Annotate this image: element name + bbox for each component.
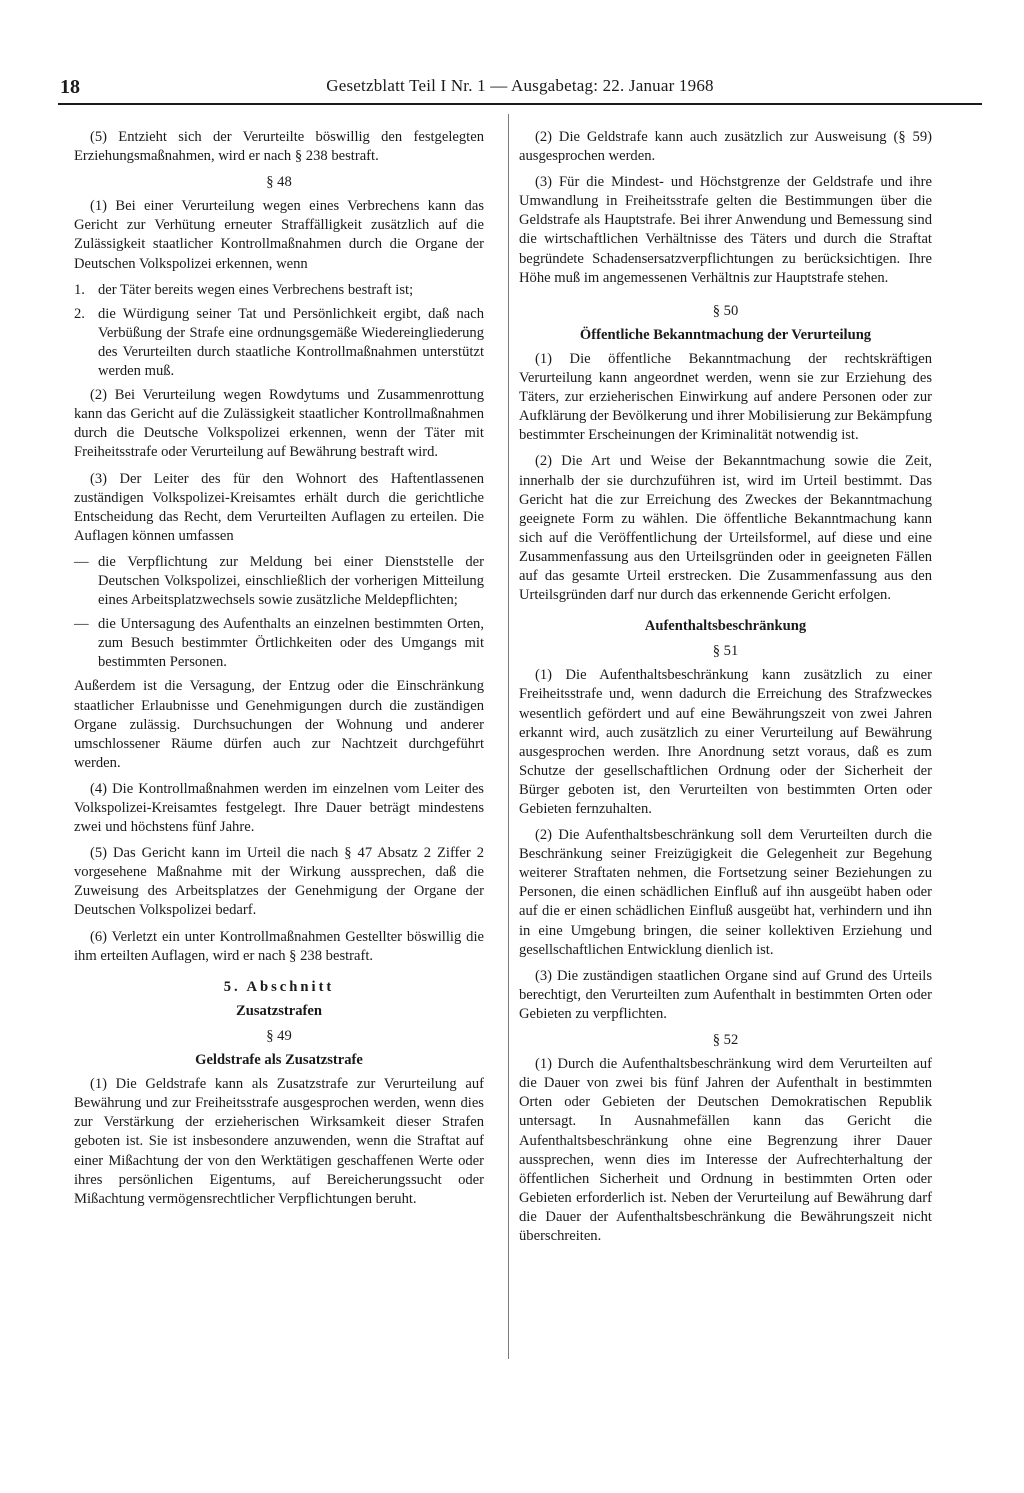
- paragraph: (2) Die Art und Weise der Bekanntmachung sowie die Zeit, innerhalb der sie durchzuführen ist, wird im Urteil bestimmt. Das Gericht hat die zur Erreichung des Zweckes der Bekanntmachung geeignete Form zu wählen. Die öffentliche Bekanntmachung kann sich auf die Veröffentlichung der Urteilsformel, auf diese und eine Zusammenfassung aus den Urteilsgründen oder in geeigneten Fällen auf das gesamte Urteil erstrecken. Die Zusammenfassung aus den Urteilsgründen darf nur durch das erkennende Gericht erfolgen.: [519, 453, 932, 604]
- list-marker: 1.: [74, 281, 85, 298]
- dash-marker: —: [74, 616, 89, 633]
- paragraph: (1) Durch die Aufenthaltsbeschränkung wird dem Verurteilten auf die Dauer von zwei bis fünf Jahren der Aufenthalt in bestimmten Orten oder Gebieten der Deutschen Demokratischen Republik untersagt. In Ausnahmefällen kann das Gericht die Aufenthaltsbeschränkung ohne eine Begrenzung ihrer Dauer aussprechen, wenn dies im Interesse der Aufrechterhaltung der öffentlichen Sicherheit und Ordnung in bestimmten Orten oder Gebieten erforderlich ist. Neben der Verurteilung auf Bewährung darf die Dauer der Aufenthaltsbeschränkung die Bewährungszeit nicht überschreiten.: [519, 1056, 932, 1244]
- list-text: der Täter bereits wegen eines Verbrechens bestraft ist;: [98, 281, 414, 298]
- paragraph: (3) Der Leiter des für den Wohnort des Haftentlassenen zuständigen Volkspolizei-Kreisamtes erhält durch die gerichtliche Entscheidung das Recht, dem Verurteilten Auflagen zu erteilen. Die Auflagen können umfassen: [74, 470, 484, 544]
- paragraph: (3) Für die Mindest- und Höchstgrenze der Geldstrafe und ihre Umwandlung in Freiheitsstrafe gelten die Bestimmungen über die Geldstrafe als Hauptstrafe. Bei ihrer Anwendung und Bemessung sind die wirtschaftlichen Verhältnisse des Täters und durch die Straftat begründete Schadensersatzverpflichtungen zu berücksichtigen. Ihre Höhe muß im angemessenen Verhältnis zur Hauptstrafe stehen.: [519, 174, 932, 286]
- chapter-title: Zusatzstrafen: [236, 1002, 322, 1019]
- list-item: [74, 305, 484, 381]
- chapter-heading: 5. Abschnitt: [223, 978, 335, 995]
- page-header: [60, 76, 980, 104]
- column-divider: [508, 114, 509, 1359]
- paragraph: (2) Die Geldstrafe kann auch zusätzlich zur Ausweisung (§ 59) ausgesprochen werden.: [519, 129, 932, 165]
- paragraph: Außerdem ist die Versagung, der Entzug oder die Einschränkung staatlicher Erlaubnisse und Genehmigungen durch die zuständigen Organe zulässig. Durchsuchungen der Wohnung und anderer umschlossener Räume dürfen auch zur Nachtzeit durchgeführt werden.: [74, 678, 484, 771]
- paragraph: (5) Entzieht sich der Verurteilte böswillig den festgelegten Erziehungsmaßnahmen, wird er nach § 238 bestraft.: [74, 129, 484, 165]
- paragraph: (6) Verletzt ein unter Kontrollmaßnahmen Gestellter böswillig die ihm erteilten Auflagen, wird er nach § 238 bestraft.: [74, 928, 484, 964]
- section-number: § 50: [712, 302, 739, 319]
- section-title: Geldstrafe als Zusatzstrafe: [195, 1052, 363, 1069]
- dash-item: [74, 553, 484, 610]
- section-title: Aufenthaltsbeschränkung: [644, 618, 807, 635]
- right-column: [519, 128, 932, 1253]
- page-number: 18: [60, 76, 80, 98]
- paragraph: (1) Bei einer Verurteilung wegen eines Verbrechens kann das Gericht zur Verhütung erneuter Straffälligkeit zusätzlich auf die Zulässigkeit staatlicher Kontrollmaßnahmen durch die Organe der Deutschen Volkspolizei erkennen, wenn: [74, 198, 484, 272]
- dash-marker: —: [74, 553, 89, 570]
- section-number: § 48: [266, 174, 292, 191]
- section-title: Öffentliche Bekanntmachung der Verurteilung: [579, 326, 872, 343]
- dash-text: die Verpflichtung zur Meldung bei einer Dienststelle der Deutschen Volkspolizei, einschließlich der vorherigen Mitteilung eines Arbeitsplatzwechsels sowie zusätzliche Meldepflichten;: [98, 553, 484, 609]
- header-rule: [58, 103, 982, 105]
- paragraph: (2) Die Aufenthaltsbeschränkung soll dem Verurteilten durch die Beschränkung seiner Freizügigkeit die Gelegenheit zur Begehung weiterer Straftaten nehmen, die Fortsetzung seiner Beziehungen zu Personen, die einen schädlichen Einfluß auf ihn ausgeübt haben oder auf die er einen schädlichen Einfluß ausgeübt hat, verhindern und ihn in eine Umgebung bringen, die seiner kollektiven Erziehung und gesellschaftlichen Entwicklung dienlich ist.: [519, 827, 932, 958]
- left-column: [74, 128, 484, 1216]
- paragraph: (4) Die Kontrollmaßnahmen werden im einzelnen vom Leiter des Volkspolizei-Kreisamtes festgelegt. Ihre Dauer beträgt mindestens zwei und höchstens fünf Jahre.: [74, 780, 484, 836]
- dash-text: die Untersagung des Aufenthalts an einzelnen bestimmten Orten, zum Besuch bestimmter Örtlichkeiten oder des Umgangs mit bestimmten Personen.: [98, 616, 484, 671]
- section-number: § 51: [712, 643, 739, 660]
- list-text: die Würdigung seiner Tat und Persönlichkeit ergibt, daß nach Verbüßung der Strafe eine ordnungsgemäße Wiedereingliederung des Verurteilten durch staatliche Kontrollmaßnahmen unterstützt werden muß.: [98, 305, 484, 380]
- list-marker: 2.: [74, 305, 85, 322]
- dash-item: [74, 615, 484, 672]
- paragraph: (2) Bei Verurteilung wegen Rowdytums und Zusammenrottung kann das Gericht auf die Zulässigkeit staatlicher Kontrollmaßnahmen durch die Deutsche Volkspolizei erkennen, wenn der Täter mit Freiheitsstrafe oder Verurteilung auf Bewährung bestraft wird.: [74, 387, 484, 461]
- section-number: § 52: [712, 1032, 739, 1049]
- section-number: § 49: [266, 1027, 292, 1044]
- paragraph: (1) Die öffentliche Bekanntmachung der rechtskräftigen Verurteilung kann angeordnet werden, wenn sie zur Erziehung des Täters, zur erzieherischen Einwirkung auf andere Personen oder zur Aufklärung der Bevölkerung und ihrer Mobilisierung zur Bekämpfung bestimmter Erscheinungen der Kriminalität notwendig ist.: [519, 350, 932, 444]
- paragraph: (1) Die Aufenthaltsbeschränkung kann zusätzlich zu einer Freiheitsstrafe und, wenn dadurch die Erreichung des Strafzweckes wesentlich gefördert und auf eine Bewährungszeit von zwei Jahren erkannt wird, auch zusätzlich zu einer Verurteilung auf Bewährung ausgesprochen werden. Ihre Anordnung setzt voraus, daß es zum Schutze der gesellschaftlichen Ordnung oder der Sicherheit der Bürger geboten ist, den Verurteilten von bestimmten Orten oder Gebieten fernzuhalten.: [519, 667, 932, 817]
- header-title: Gesetzblatt Teil I Nr. 1 — Ausgabetag: 22. Januar 1968: [326, 76, 714, 95]
- list-item: [74, 281, 484, 300]
- paragraph: (3) Die zuständigen staatlichen Organe sind auf Grund des Urteils berechtigt, den Verurteilten zum Aufenthalt in bestimmten Orten oder Gebieten zu verpflichten.: [519, 967, 932, 1022]
- paragraph: (1) Die Geldstrafe kann als Zusatzstrafe zur Verurteilung auf Bewährung und zur Freiheitsstrafe ausgesprochen werden, wenn dies zur Verstärkung der erzieherischen Wirksamkeit dieser Strafen geboten ist. Sie ist insbesondere anzuwenden, wenn die Straftat auf einer Mißachtung der von den Werktätigen geschaffenen Werte oder ihres persönlichen Eigentums, auf Bereicherungssucht oder Mißachtung vermögensrechtlicher Verpflichtungen beruht.: [74, 1076, 484, 1207]
- paragraph: (5) Das Gericht kann im Urteil die nach § 47 Absatz 2 Ziffer 2 vorgesehene Maßnahme mit der Wirkung aussprechen, daß die Zuweisung des Arbeitsplatzes der Genehmigung der Organe der Deutschen Volkspolizei bedarf.: [74, 845, 484, 919]
